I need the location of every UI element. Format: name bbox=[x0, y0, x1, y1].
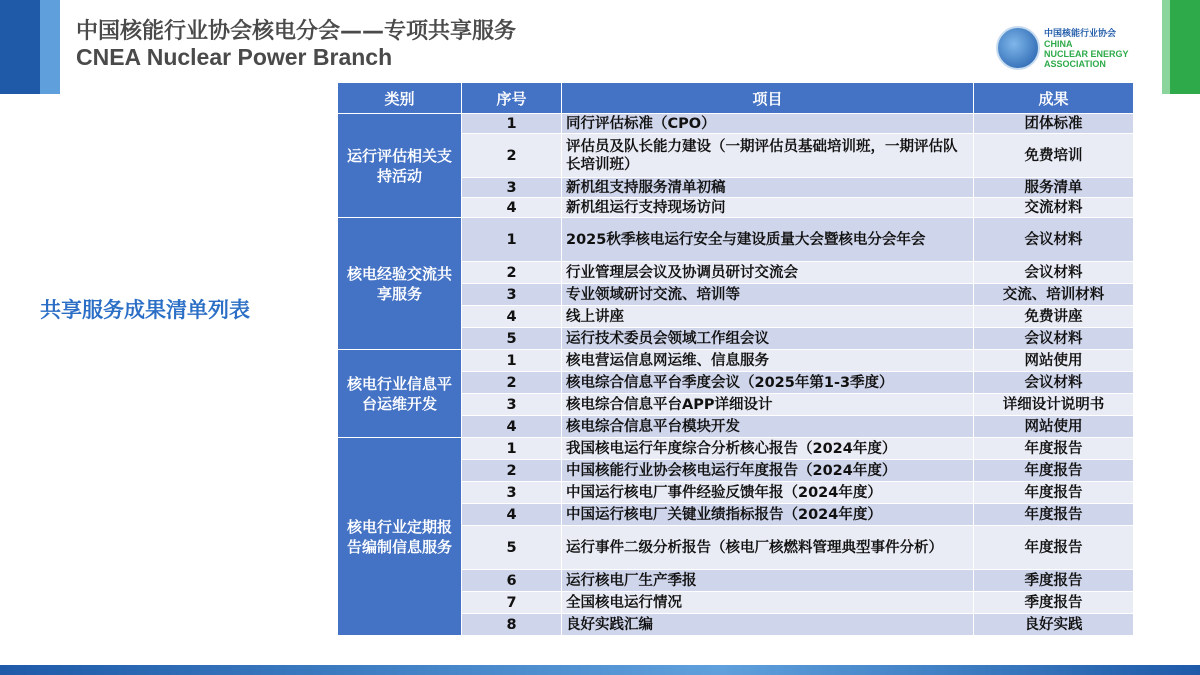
item-cell: 运行事件二级分析报告（核电厂核燃料管理典型事件分析） bbox=[562, 526, 974, 570]
item-cell: 核电综合信息平台模块开发 bbox=[562, 416, 974, 438]
result-cell: 免费培训 bbox=[974, 134, 1134, 178]
item-cell: 核电综合信息平台APP详细设计 bbox=[562, 394, 974, 416]
page-title-en: CNEA Nuclear Power Branch bbox=[76, 44, 393, 70]
header-category: 类别 bbox=[338, 83, 462, 114]
table-row bbox=[338, 438, 1134, 460]
item-cell: 全国核电运行情况 bbox=[562, 592, 974, 614]
cnea-logo bbox=[996, 26, 1144, 70]
table-row bbox=[338, 218, 1134, 262]
left-accent-bar-light bbox=[40, 0, 60, 94]
category-cell: 核电经验交流共享服务 bbox=[338, 218, 462, 350]
result-cell: 免费讲座 bbox=[974, 306, 1134, 328]
result-cell: 会议材料 bbox=[974, 218, 1134, 262]
result-cell: 交流材料 bbox=[974, 198, 1134, 218]
item-cell: 核电营运信息网运维、信息服务 bbox=[562, 350, 974, 372]
result-cell: 网站使用 bbox=[974, 350, 1134, 372]
logo-name-en-2: NUCLEAR ENERGY bbox=[1044, 49, 1129, 59]
header-number: 序号 bbox=[462, 83, 562, 114]
number-cell: 4 bbox=[462, 198, 562, 218]
number-cell: 2 bbox=[462, 134, 562, 178]
logo-name-en-1: CHINA bbox=[1044, 39, 1073, 49]
logo-text bbox=[1044, 26, 1129, 69]
result-cell: 年度报告 bbox=[974, 526, 1134, 570]
table-body bbox=[338, 114, 1134, 636]
number-cell: 2 bbox=[462, 460, 562, 482]
number-cell: 6 bbox=[462, 570, 562, 592]
result-cell: 良好实践 bbox=[974, 614, 1134, 636]
item-cell: 良好实践汇编 bbox=[562, 614, 974, 636]
category-cell: 核电行业定期报告编制信息服务 bbox=[338, 438, 462, 636]
item-cell: 专业领域研讨交流、培训等 bbox=[562, 284, 974, 306]
number-cell: 4 bbox=[462, 416, 562, 438]
item-cell: 行业管理层会议及协调员研讨交流会 bbox=[562, 262, 974, 284]
item-cell: 我国核电运行年度综合分析核心报告（2024年度） bbox=[562, 438, 974, 460]
result-cell: 会议材料 bbox=[974, 328, 1134, 350]
result-cell: 会议材料 bbox=[974, 372, 1134, 394]
table-row bbox=[338, 350, 1134, 372]
number-cell: 3 bbox=[462, 284, 562, 306]
cnea-logo-icon bbox=[996, 26, 1040, 70]
number-cell: 5 bbox=[462, 328, 562, 350]
number-cell: 7 bbox=[462, 592, 562, 614]
left-accent-bar bbox=[0, 0, 40, 94]
item-cell: 2025秋季核电运行安全与建设质量大会暨核电分会年会 bbox=[562, 218, 974, 262]
side-label: 共享服务成果清单列表 bbox=[40, 298, 250, 322]
number-cell: 2 bbox=[462, 262, 562, 284]
table-row bbox=[338, 114, 1134, 134]
category-cell: 核电行业信息平台运维开发 bbox=[338, 350, 462, 438]
item-cell: 线上讲座 bbox=[562, 306, 974, 328]
category-cell: 运行评估相关支持活动 bbox=[338, 114, 462, 218]
header-result: 成果 bbox=[974, 83, 1134, 114]
right-accent-bar bbox=[1170, 0, 1200, 94]
number-cell: 4 bbox=[462, 504, 562, 526]
result-cell: 年度报告 bbox=[974, 438, 1134, 460]
table-header-row bbox=[338, 83, 1134, 114]
result-cell: 年度报告 bbox=[974, 460, 1134, 482]
result-cell: 会议材料 bbox=[974, 262, 1134, 284]
right-accent-bar-light bbox=[1162, 0, 1170, 94]
result-cell: 年度报告 bbox=[974, 482, 1134, 504]
result-cell: 详细设计说明书 bbox=[974, 394, 1134, 416]
number-cell: 1 bbox=[462, 218, 562, 262]
item-cell: 中国运行核电厂事件经验反馈年报（2024年度） bbox=[562, 482, 974, 504]
number-cell: 1 bbox=[462, 350, 562, 372]
page-title-zh: 中国核能行业协会核电分会——专项共享服务 bbox=[76, 19, 517, 44]
item-cell: 新机组支持服务清单初稿 bbox=[562, 178, 974, 198]
result-cell: 年度报告 bbox=[974, 504, 1134, 526]
result-cell: 团体标准 bbox=[974, 114, 1134, 134]
item-cell: 中国运行核电厂关键业绩指标报告（2024年度） bbox=[562, 504, 974, 526]
item-cell: 核电综合信息平台季度会议（2025年第1-3季度） bbox=[562, 372, 974, 394]
result-cell: 季度报告 bbox=[974, 570, 1134, 592]
item-cell: 同行评估标准（CPO） bbox=[562, 114, 974, 134]
result-cell: 交流、培训材料 bbox=[974, 284, 1134, 306]
result-cell: 服务清单 bbox=[974, 178, 1134, 198]
number-cell: 5 bbox=[462, 526, 562, 570]
number-cell: 8 bbox=[462, 614, 562, 636]
item-cell: 评估员及队长能力建设（一期评估员基础培训班，一期评估队长培训班） bbox=[562, 134, 974, 178]
logo-name-en-3: ASSOCIATION bbox=[1044, 59, 1106, 69]
number-cell: 1 bbox=[462, 438, 562, 460]
number-cell: 1 bbox=[462, 114, 562, 134]
number-cell: 3 bbox=[462, 482, 562, 504]
result-cell: 网站使用 bbox=[974, 416, 1134, 438]
bottom-accent-line bbox=[0, 665, 1200, 675]
number-cell: 3 bbox=[462, 178, 562, 198]
header-item: 项目 bbox=[562, 83, 974, 114]
number-cell: 2 bbox=[462, 372, 562, 394]
item-cell: 运行技术委员会领域工作组会议 bbox=[562, 328, 974, 350]
item-cell: 新机组运行支持现场访问 bbox=[562, 198, 974, 218]
number-cell: 3 bbox=[462, 394, 562, 416]
logo-name-zh: 中国核能行业协会 bbox=[1044, 28, 1117, 38]
item-cell: 中国核能行业协会核电运行年度报告（2024年度） bbox=[562, 460, 974, 482]
result-cell: 季度报告 bbox=[974, 592, 1134, 614]
item-cell: 运行核电厂生产季报 bbox=[562, 570, 974, 592]
number-cell: 4 bbox=[462, 306, 562, 328]
results-table bbox=[337, 82, 1134, 636]
